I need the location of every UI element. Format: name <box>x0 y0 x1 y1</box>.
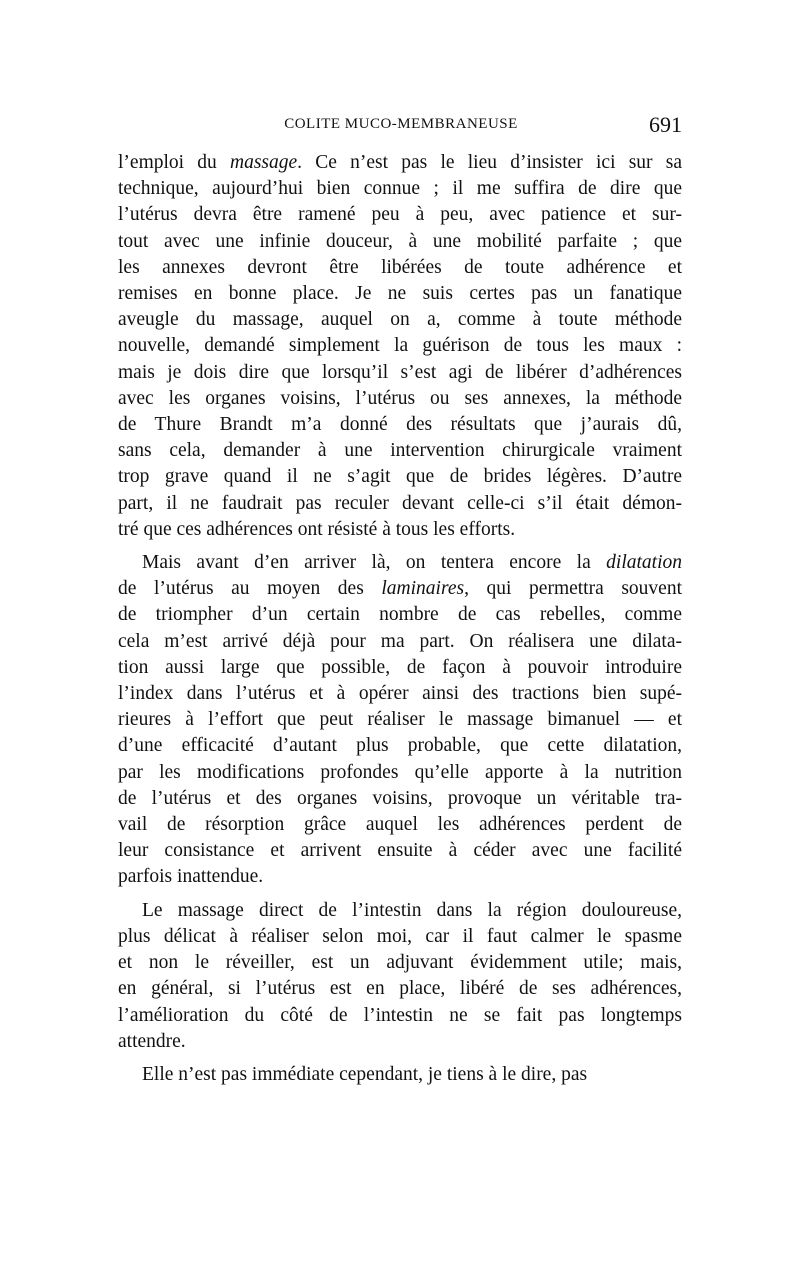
text-line <box>118 681 682 707</box>
text-segment: . Ce n’est pas le lieu d’insister ici sur sa <box>297 152 682 173</box>
text-segment: avec les organes voisins, l’utérus ou ses annexes, la méthode <box>118 387 682 409</box>
text-segment: rieures à l’effort que peut réaliser le massage bimanuel — et <box>118 709 682 731</box>
paragraph <box>118 150 682 543</box>
text-line <box>118 333 682 359</box>
italic-term: massage <box>230 152 298 173</box>
text-line <box>118 1029 682 1055</box>
paragraph-gap <box>118 543 682 550</box>
text-segment: vail de résorption grâce auquel les adhérences perdent de <box>118 814 682 836</box>
text-segment: remises en bonne place. Je ne suis certes pas un fanatique <box>118 283 682 305</box>
text-line <box>118 202 682 228</box>
text-segment: par les modifications profondes qu’elle apporte à la nutrition <box>118 761 682 783</box>
text-line <box>118 438 682 464</box>
italic-term: laminaires <box>381 578 465 600</box>
text-segment: attendre. <box>118 1030 186 1052</box>
italic-term: dilatation <box>606 552 682 574</box>
text-segment: Elle n’est pas immédiate cependant, je tiens à le dire, pas <box>142 1063 588 1085</box>
paragraph <box>118 550 682 891</box>
text-line <box>118 281 682 307</box>
text-segment: de l’utérus au moyen des <box>118 578 382 600</box>
text-line <box>118 976 682 1002</box>
text-segment: de Thure Brandt m’a donné des résultats que j’aurais dû, <box>118 414 682 436</box>
text-segment: mais je dois dire que lorsqu’il s’est agi de libérer d’adhérences <box>118 361 682 383</box>
text-line <box>118 464 682 490</box>
text-segment: l’index dans l’utérus et à opérer ainsi des tractions bien supé- <box>118 683 682 705</box>
text-line <box>118 412 682 438</box>
text-line <box>118 1003 682 1029</box>
text-line <box>118 491 682 517</box>
text-line <box>118 898 682 924</box>
text-segment: l’utérus devra être ramené peu à peu, avec patience et sur- <box>118 204 682 226</box>
text-segment: d’une efficacité d’autant plus probable, que cette dilatation, <box>118 735 682 757</box>
text-segment: l’amélioration du côté de l’intestin ne se fait pas longtemps <box>118 1004 682 1026</box>
paragraph-gap <box>118 1055 682 1062</box>
text-line <box>118 924 682 950</box>
text-line <box>118 576 682 602</box>
text-line <box>118 864 682 890</box>
text-line <box>118 655 682 681</box>
text-line <box>118 255 682 281</box>
text-segment: de triompher d’un certain nombre de cas rebelles, comme <box>118 604 682 626</box>
text-line <box>118 150 682 176</box>
text-line <box>118 517 682 543</box>
text-line <box>118 629 682 655</box>
text-line <box>118 1062 682 1088</box>
text-line <box>118 176 682 202</box>
text-segment: tout avec une infinie douceur, à une mobilité parfaite ; que <box>118 230 682 252</box>
text-segment: de l’utérus et des organes voisins, provoque un véritable tra- <box>118 787 682 809</box>
text-line <box>118 733 682 759</box>
text-segment: tré que ces adhérences ont résisté à tous les efforts. <box>118 518 516 540</box>
text-line <box>118 229 682 255</box>
text-line <box>118 602 682 628</box>
text-line <box>118 307 682 333</box>
text-segment: trop grave quand il ne s’agit que de brides légères. D’autre <box>118 466 682 488</box>
text-segment: leur consistance et arrivent ensuite à céder avec une facilité <box>118 840 682 862</box>
text-segment: , qui permettra souvent <box>464 578 682 600</box>
text-segment: plus délicat à réaliser selon moi, car il faut calmer le spasme <box>118 925 682 947</box>
running-head <box>120 112 682 142</box>
text-line <box>118 786 682 812</box>
text-line <box>118 707 682 733</box>
paragraph-gap <box>118 891 682 898</box>
text-segment: parfois inattendue. <box>118 866 264 888</box>
text-segment: aveugle du massage, auquel on a, comme à toute méthode <box>118 309 682 331</box>
page-number: 691 <box>649 112 682 137</box>
text-segment: technique, aujourd’hui bien connue ; il me suffira de dire que <box>118 178 682 200</box>
text-segment: cela m’est arrivé déjà pour ma part. On réalisera une dilata- <box>118 630 682 652</box>
paragraph <box>118 898 682 1055</box>
running-title: COLITE MUCO-MEMBRANEUSE <box>284 116 518 132</box>
text-line <box>118 812 682 838</box>
text-segment: part, il ne faudrait pas reculer devant celle-ci s’il était démon- <box>118 492 682 514</box>
paragraph <box>118 1062 682 1088</box>
text-line <box>118 950 682 976</box>
text-line <box>118 360 682 386</box>
text-segment: les annexes devront être libérées de toute adhérence et <box>118 256 682 278</box>
text-segment: Le massage direct de l’intestin dans la région douloureuse, <box>142 899 682 921</box>
text-line <box>118 760 682 786</box>
text-segment: l’emploi du <box>118 152 230 173</box>
text-line <box>118 838 682 864</box>
text-segment: nouvelle, demandé simplement la guérison de tous les maux : <box>118 335 682 357</box>
text-segment: et non le réveiller, est un adjuvant évidemment utile; mais, <box>118 952 682 974</box>
body-text <box>118 150 682 1088</box>
text-segment: sans cela, demander à une intervention chirurgicale vraiment <box>118 440 682 462</box>
text-line <box>118 386 682 412</box>
text-line <box>118 550 682 576</box>
text-segment: Mais avant d’en arriver là, on tentera encore la <box>142 552 607 574</box>
text-segment: tion aussi large que possible, de façon à pouvoir introduire <box>118 656 682 678</box>
text-segment: en général, si l’utérus est en place, libéré de ses adhérences, <box>118 978 682 1000</box>
